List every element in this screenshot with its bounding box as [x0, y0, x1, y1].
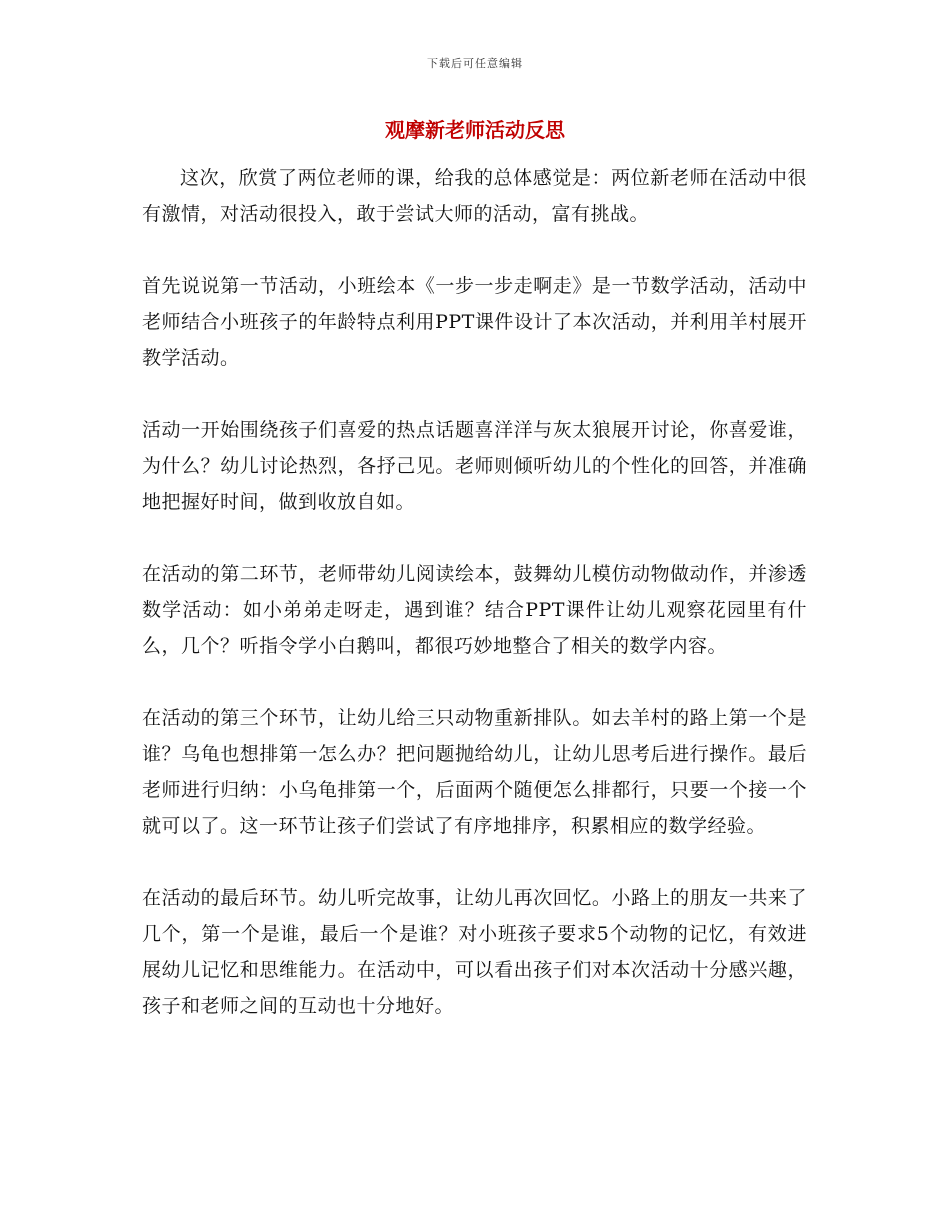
paragraph-third-stage: 在活动的第三个环节，让幼儿给三只动物重新排队。如去羊村的路上第一个是谁？乌龟也想排第一怎么办？把问题抛给幼儿，让幼儿思考后进行操作。最后老师进行归纳：小乌龟排第一个，后面两个随便怎么排都行，只要一个接一个就可以了。这一环节让孩子们尝试了有序地排序，积累相应的数学经验。 [142, 707, 807, 837]
paragraph-activity-opening: 活动一开始围绕孩子们喜爱的热点话题喜洋洋与灰太狼展开讨论，你喜爱谁，为什么？幼儿讨论热烈，各抒己见。老师则倾听幼儿的个性化的回答，并准确地把握好时间，做到收放自如。 [142, 419, 807, 513]
document-body [142, 160, 807, 1060]
paragraph-intro: 这次，欣赏了两位老师的课，给我的总体感觉是：两位新老师在活动中很有激情，对活动很投入，敢于尝试大师的活动，富有挑战。 [142, 167, 807, 225]
header-note: 下载后可任意编辑 [427, 57, 523, 70]
document-title: 观摩新老师活动反思 [385, 118, 565, 142]
paragraph-first-activity: 首先说说第一节活动，小班绘本《一步一步走啊走》是一节数学活动，活动中老师结合小班孩子的年龄特点利用PPT课件设计了本次活动，并利用羊村展开教学活动。 [142, 275, 807, 369]
paragraph-final-stage: 在活动的最后环节。幼儿听完故事，让幼儿再次回忆。小路上的朋友一共来了几个，第一个是谁，最后一个是谁？对小班孩子要求5个动物的记忆，有效进展幼儿记忆和思维能力。在活动中，可以看出孩子们对本次活动十分感兴趣，孩子和老师之间的互动也十分地好。 [142, 887, 807, 1017]
paragraph-second-stage: 在活动的第二环节，老师带幼儿阅读绘本，鼓舞幼儿模仿动物做动作，并渗透数学活动：如小弟弟走呀走，遇到谁？结合PPT课件让幼儿观察花园里有什么，几个？听指令学小白鹅叫，都很巧妙地整合了相关的数学内容。 [142, 563, 807, 657]
